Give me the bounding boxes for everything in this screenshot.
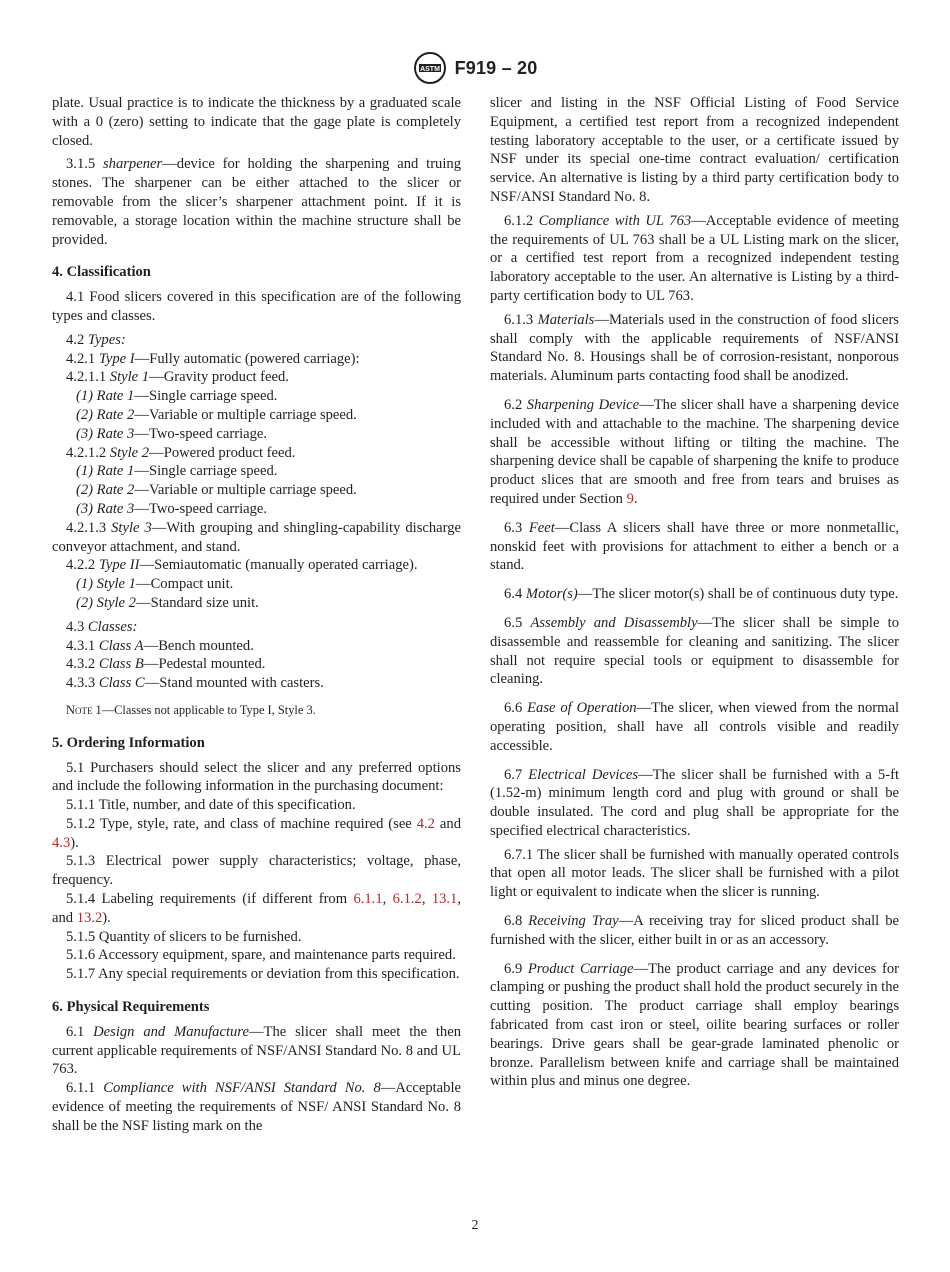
section-heading-physical-requirements: 6. Physical Requirements xyxy=(52,999,210,1016)
list-item: (1) Rate 1—Single carriage speed. xyxy=(76,463,278,480)
paragraph-4-2-2: 4.2.2 Type II—Semiautomatic (manually operated carriage). xyxy=(66,557,418,574)
paragraph-4-3-2: 4.3.2 Class B—Pedestal mounted. xyxy=(66,656,266,673)
list-item: (3) Rate 3—Two-speed carriage. xyxy=(76,425,268,442)
paragraph-6-8: 6.8 Receiving Tray—A receiving tray for sliced product shall be furnished with the slicer, either built in or as an accessory. xyxy=(490,913,899,948)
ref-link[interactable]: 6.1.1 xyxy=(353,891,383,908)
paragraph-4-3-1: 4.3.1 Class A—Bench mounted. xyxy=(66,637,254,654)
left-column xyxy=(52,94,461,1136)
list-item: (1) Rate 1—Single carriage speed. xyxy=(76,388,278,405)
standard-designation: F919 – 20 xyxy=(454,57,538,78)
logo-text: ASTM xyxy=(419,66,440,73)
paragraph-5-1-4: 5.1.4 Labeling requirements (if different from 6.1.1, 6.1.2, 13.1, and 13.2). xyxy=(52,891,462,926)
paragraph-6-1: 6.1 Design and Manufacture—The slicer shall meet the then current applicable requirements of NSF/ANSI Standard No. 8 and UL 763. xyxy=(52,1023,462,1078)
right-column xyxy=(490,94,899,1091)
paragraph-6-7: 6.7 Electrical Devices—The slicer shall be furnished with a 5-ft (1.52-m) minimum length cord and plug with ground or shall be double insulated. The cord and plug shall be appropriate for the specified electrical characteristics. xyxy=(490,766,900,839)
paragraph-5-1-6: 5.1.6 Accessory equipment, spare, and maintenance parts required. xyxy=(66,947,456,964)
paragraph-6-1-2: 6.1.2 Compliance with UL 763—Acceptable evidence of meeting the requirements of UL 763 shall be a UL Listing mark on the slicer, or a certified test report from a recognized independent testing laboratory acceptable to the user. An alternative is Listing by a third-party certification body to UL 763. xyxy=(490,212,899,304)
paragraph-6-2: 6.2 Sharpening Device—The slicer shall have a sharpening device included with and attachable to the machine. The sharpening device shall be accessible without lifting or tilting the machine. The sharpening device shall be capable of sharpening the knife to produce product slices that are smooth and free from tears and bruises as required under Section 9. xyxy=(490,396,899,507)
paragraph-6-1-1-cont: slicer and listing in the NSF Official Listing of Food Service Equipment, a certified test report from a recognized independent testing laboratory acceptable to the user, or a certificate issued by NSF under its special one-time contract evaluation/ certification service. An alternative is listing by a third party certification body to NSF/ANSI Standard No. 8. xyxy=(490,95,899,205)
page-number: 2 xyxy=(471,1218,479,1233)
paragraph-6-7-1: 6.7.1 The slicer shall be furnished with manually operated controls that open all motor leads. The slicer shall be furnished with a pilot light or equivalent to indicate when the slicer is running. xyxy=(490,846,899,901)
section-heading-ordering: 5. Ordering Information xyxy=(52,734,205,751)
paragraph-5-1: 5.1 Purchasers should select the slicer and any preferred options and include the following information in the purchasing document: xyxy=(52,759,461,795)
paragraph-4-2-1-3: 4.2.1.3 Style 3—With grouping and shingling-capability discharge conveyor attachment, and stand. xyxy=(52,519,461,555)
paragraph-5-1-1: 5.1.1 Title, number, and date of this specification. xyxy=(66,797,356,814)
note-1: Note 1—Classes not applicable to Type I, Style 3. xyxy=(66,702,316,717)
paragraph-3-1-5: 3.1.5 sharpener—device for holding the sharpening and truing stones. The sharpener can be either attached to the slicer or removable from the slicer’s sharpener attachment point. If it is removable, a storage location within the machine structure shall be provided. xyxy=(52,156,461,248)
ref-link[interactable]: 4.2 xyxy=(416,815,435,832)
paragraph-6-1-1: 6.1.1 Compliance with NSF/ANSI Standard No. 8—Acceptable evidence of meeting the requirements of NSF/ ANSI Standard No. 8 shall be the NSF listing mark on the xyxy=(52,1080,461,1134)
paragraph-4-2-1-1: 4.2.1.1 Style 1—Gravity product feed. xyxy=(66,369,289,386)
section-heading-classification: 4. Classification xyxy=(52,264,151,281)
paragraph-6-3: 6.3 Feet—Class A slicers shall have three or more nonmetallic, nonskid feet with provisions for attachment to either a bench or a stand. xyxy=(490,519,899,574)
paragraph-4-1: 4.1 Food slicers covered in this specification are of the following types and classes. xyxy=(52,289,461,324)
ref-link[interactable]: 6.1.2 xyxy=(392,891,422,908)
paragraph-5-1-2: 5.1.2 Type, style, rate, and class of machine required (see 4.2 and 4.3). xyxy=(52,815,461,851)
paragraph-4-2-1-2: 4.2.1.2 Style 2—Powered product feed. xyxy=(66,444,296,461)
list-item: (2) Rate 2—Variable or multiple carriage speed. xyxy=(76,482,357,499)
paragraph-4-3: 4.3 Classes: xyxy=(66,618,138,635)
paragraph-gage-plate-cont: plate. Usual practice is to indicate the thickness by a graduated scale with a 0 (zero) setting to indicate that the gage plate is completely closed. xyxy=(52,95,461,149)
ref-link[interactable]: 9 xyxy=(626,490,634,507)
paragraph-6-5: 6.5 Assembly and Disassembly—The slicer shall be simple to disassemble and reassemble for cleaning and sanitizing. The slicer shall not require special tools or equipment to disassemble for cleaning. xyxy=(490,614,899,688)
list-item: (1) Style 1—Compact unit. xyxy=(76,576,234,593)
astm-logo-icon xyxy=(413,51,447,85)
paragraph-6-6: 6.6 Ease of Operation—The slicer, when viewed from the normal operating position, shall have all controls visible and readily accessible. xyxy=(490,700,899,754)
paragraph-6-9: 6.9 Product Carriage—The product carriage and any devices for clamping or pushing the product shall hold the product securely in the cutting position. The product carriage shall employ bearings fabricated from cast iron or steel, oilite bearing surfaces or roller bearings. Drive gears shall be gear-grade laminated phenolic or bronze. Parallelism between knife and carriage shall be maintained within plus and minus one degree. xyxy=(490,960,899,1090)
paragraph-4-2-1: 4.2.1 Type I—Fully automatic (powered carriage): xyxy=(66,350,360,367)
ref-link[interactable]: 13.1 xyxy=(431,891,458,908)
paragraph-5-1-3: 5.1.3 Electrical power supply characteristics; voltage, phase, frequency. xyxy=(52,853,461,889)
list-item: (2) Style 2—Standard size unit. xyxy=(76,594,259,611)
list-item: (3) Rate 3—Two-speed carriage. xyxy=(76,500,268,517)
paragraph-4-3-3: 4.3.3 Class C—Stand mounted with casters. xyxy=(66,675,324,692)
paragraph-5-1-7: 5.1.7 Any special requirements or deviation from this specification. xyxy=(66,966,460,983)
paragraph-6-1-3: 6.1.3 Materials—Materials used in the construction of food slicers shall comply with the applicable requirements of NSF/ANSI Standard No. 8. Housings shall be of corrosion-resistant, nonporous materials. Aluminum parts contacting food shall be anodized. xyxy=(490,311,899,385)
ref-link[interactable]: 13.2 xyxy=(76,909,103,926)
ref-link[interactable]: 4.3 xyxy=(52,834,71,851)
paragraph-6-4: 6.4 Motor(s)—The slicer motor(s) shall be of continuous duty type. xyxy=(504,586,899,603)
paragraph-5-1-5: 5.1.5 Quantity of slicers to be furnished. xyxy=(66,928,302,945)
paragraph-4-2: 4.2 Types: xyxy=(66,331,126,348)
page-header xyxy=(0,50,950,86)
list-item: (2) Rate 2—Variable or multiple carriage speed. xyxy=(76,406,357,423)
